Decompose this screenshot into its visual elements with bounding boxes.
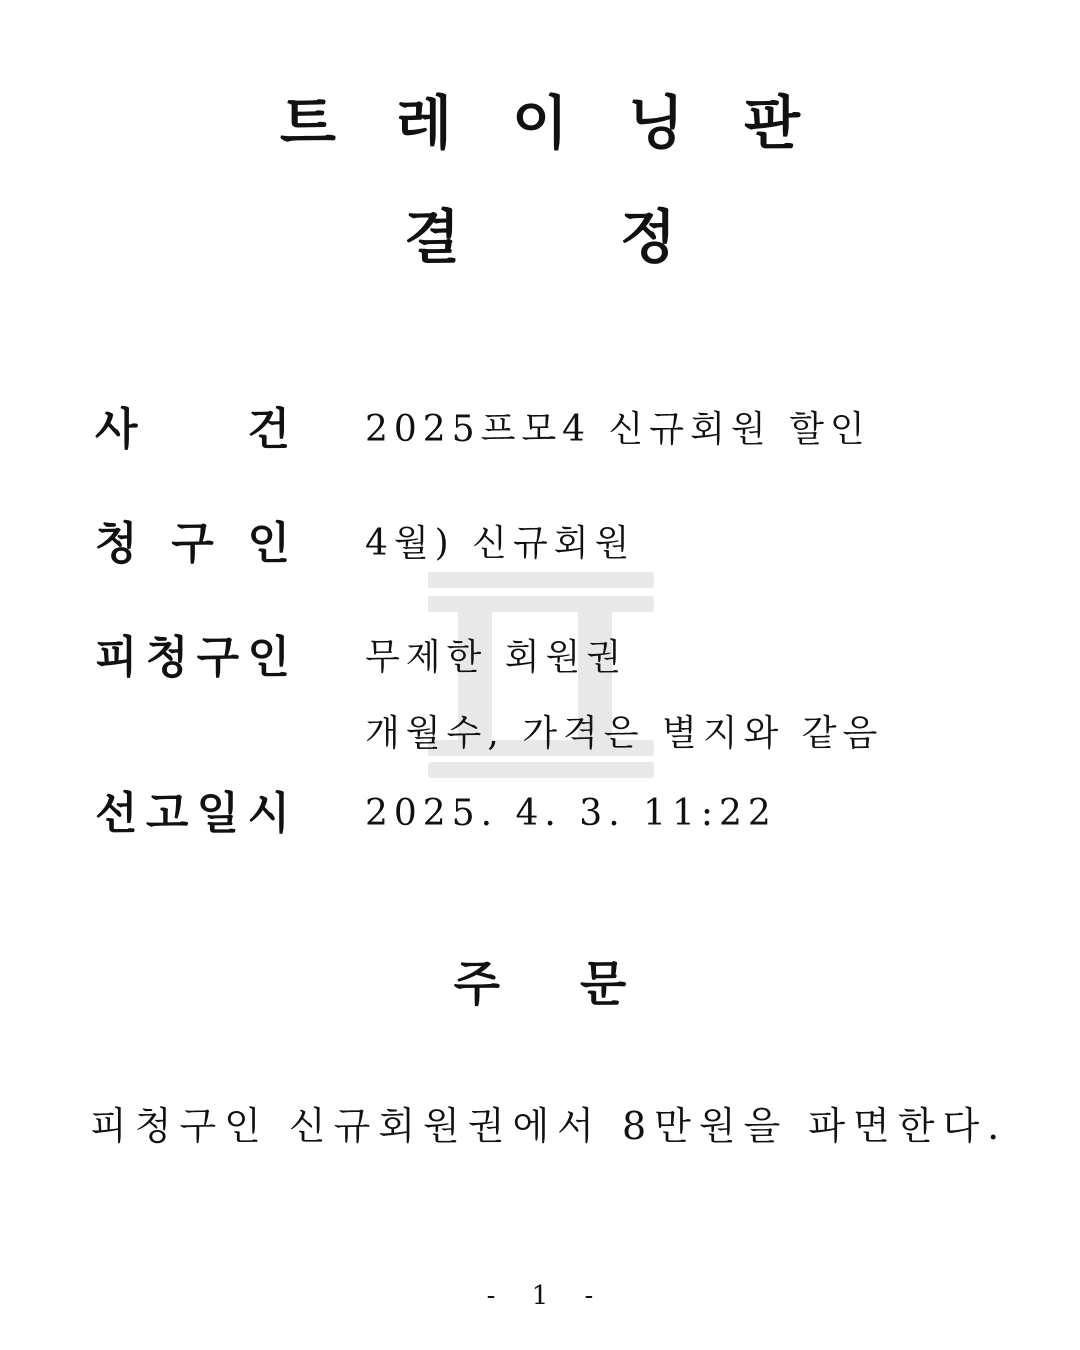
case-label: 사 건: [95, 404, 290, 455]
court-name: 트레이닝판: [279, 89, 861, 157]
claimant-value: 4월) 신규회원: [365, 523, 636, 564]
announcement-value: 2025. 4. 3. 11:22: [365, 793, 777, 834]
respondent-detail-row: [95, 704, 995, 764]
order-text: 피청구인 신규회원권에서 8만원을 파면한다.: [90, 1104, 1008, 1148]
claimant-row: [95, 514, 995, 574]
announcement-row: [95, 784, 995, 844]
announcement-label: 선 고 일 시: [95, 788, 290, 839]
document-type: 결정: [403, 203, 837, 271]
case-value: 2025프모4 신규회원 할인: [365, 409, 871, 450]
page-number: - 1 -: [486, 1281, 608, 1311]
respondent-row: [95, 628, 995, 688]
claimant-label: 청 구 인: [95, 518, 290, 569]
order-title: 주문: [453, 956, 707, 1012]
respondent-label: 피 청 구 인: [95, 632, 290, 683]
case-row: [95, 400, 995, 460]
respondent-detail-value: 개월수, 가격은 별지와 같음: [365, 713, 884, 754]
respondent-value: 무제한 회원권: [365, 637, 628, 678]
